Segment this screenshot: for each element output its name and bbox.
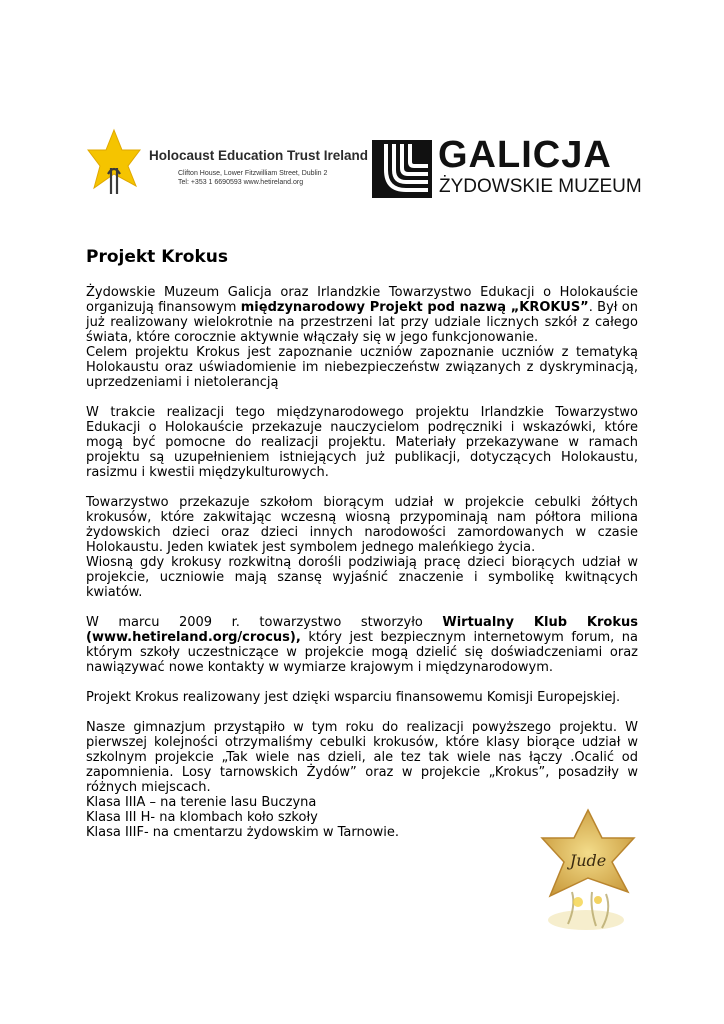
- list-item: Klasa IIIA – na terenie lasu Buczyna: [86, 795, 317, 810]
- jude-star-photo: [532, 796, 644, 946]
- paragraph-goal: Celem projektu Krokus jest zapoznanie uczniów zapoznanie uczniów z tematyką Holokaustu oraz uświadomienie im niebezpieczeństw związanych z dyskryminacją, uprzedzeniami i nietolerancją: [86, 345, 638, 390]
- list-item: Klasa IIIF- na cmentarzu żydowskim w Tarnowie.: [86, 825, 400, 840]
- list-item: Klasa III H- na klombach koło szkoły: [86, 810, 318, 825]
- galicja-mark-icon: [372, 140, 432, 198]
- galicja-logo: [372, 134, 642, 200]
- paragraph-spring: Wiosną gdy krokusy rozkwitną dorośli podziwiają pracę dzieci biorących udział w projekcie, uczniowie mają szansę wyjaśnić znaczenie i symbolikę kwitnących kwiatów.: [86, 555, 638, 600]
- header-logos: [86, 128, 642, 208]
- star-label: Jude: [569, 851, 607, 870]
- het-address: Clifton House, Lower Fitzwilliam Street, Dublin 2 Tel: +353 1 6690593 www.hetireland.org: [178, 170, 328, 186]
- galicja-subtitle: ŻYDOWSKIE MUZEUM: [439, 176, 642, 197]
- paragraph-club: W marcu 2009 r. towarzystwo stworzyło Wirtualny Klub Krokus (www.hetireland.org/crocus), który jest bezpiecznym internetowym forum, na którym szkoły uczestniczące w projekcie mogą dzielić się doświadczeniami oraz nawiązywać nowe kontakty w wymiarze krajowym i międzynarodowym.: [86, 615, 638, 675]
- het-title: Holocaust Education Trust Ireland: [149, 148, 369, 163]
- het-logo: [86, 128, 369, 200]
- project-name-bold: międzynarodowy Projekt pod nazwą „KROKUS”: [240, 300, 589, 315]
- paragraph-bulbs: Towarzystwo przekazuje szkołom biorącym udział w projekcie cebulki żółtych krokusów, które zakwitając wczesną wiosną przypominają nam półtora miliona żydowskich dzieci oraz dzieci innych narodowości zamordowanych w czasie Holokaustu. Jeden kwiatek jest symbolem jednego maleńkiego życia.: [86, 495, 638, 555]
- paragraph-school: Nasze gimnazjum przystąpiło w tym roku do realizacji powyższego projektu. W pierwszej kolejności otrzymaliśmy cebulki krokusów, które klasy biorące udział w szkolnym projekcie „Tak wiele nas dzieli, ale tez tak wiele nas łączy .Ocalić od zapomnienia. Losy tarnowskich Żydów” oraz w projekcie „Krokus”, posadziły w różnych miejscach.: [86, 720, 638, 795]
- paragraph-intro: Żydowskie Muzeum Galicja oraz Irlandzkie Towarzystwo Edukacji o Holokauście organizują finansowym międzynarodowy Projekt pod nazwą „KROKUS”. Był on już realizowany wielokrotnie na przestrzeni lat przy udziale licznych szkół z całego świata, które corocznie aktywnie włączały się w jego funkcjonowanie.: [86, 285, 638, 345]
- page-title: Projekt Krokus: [86, 247, 228, 267]
- paragraph-funding: Projekt Krokus realizowany jest dzięki wsparciu finansowemu Komisji Europejskiej.: [86, 690, 621, 705]
- yellow-star-icon: [86, 128, 142, 200]
- paragraph-materials: W trakcie realizacji tego międzynarodowego projektu Irlandzkie Towarzystwo Edukacji o Holokauście przekazuje nauczycielom podręczniki i wskazówki, które mogą być pomocne do realizacji projektu. Materiały przekazywane w ramach projektu są uzupełnieniem istniejących już publikacji, dotyczących Holokaustu, rasizmu i kwestii międzykulturowych.: [86, 405, 638, 480]
- galicja-name: GALICJA: [438, 134, 612, 176]
- article: [86, 246, 638, 840]
- club-name-bold: Wirtualny Klub Krokus (www.hetireland.org/crocus),: [86, 615, 638, 645]
